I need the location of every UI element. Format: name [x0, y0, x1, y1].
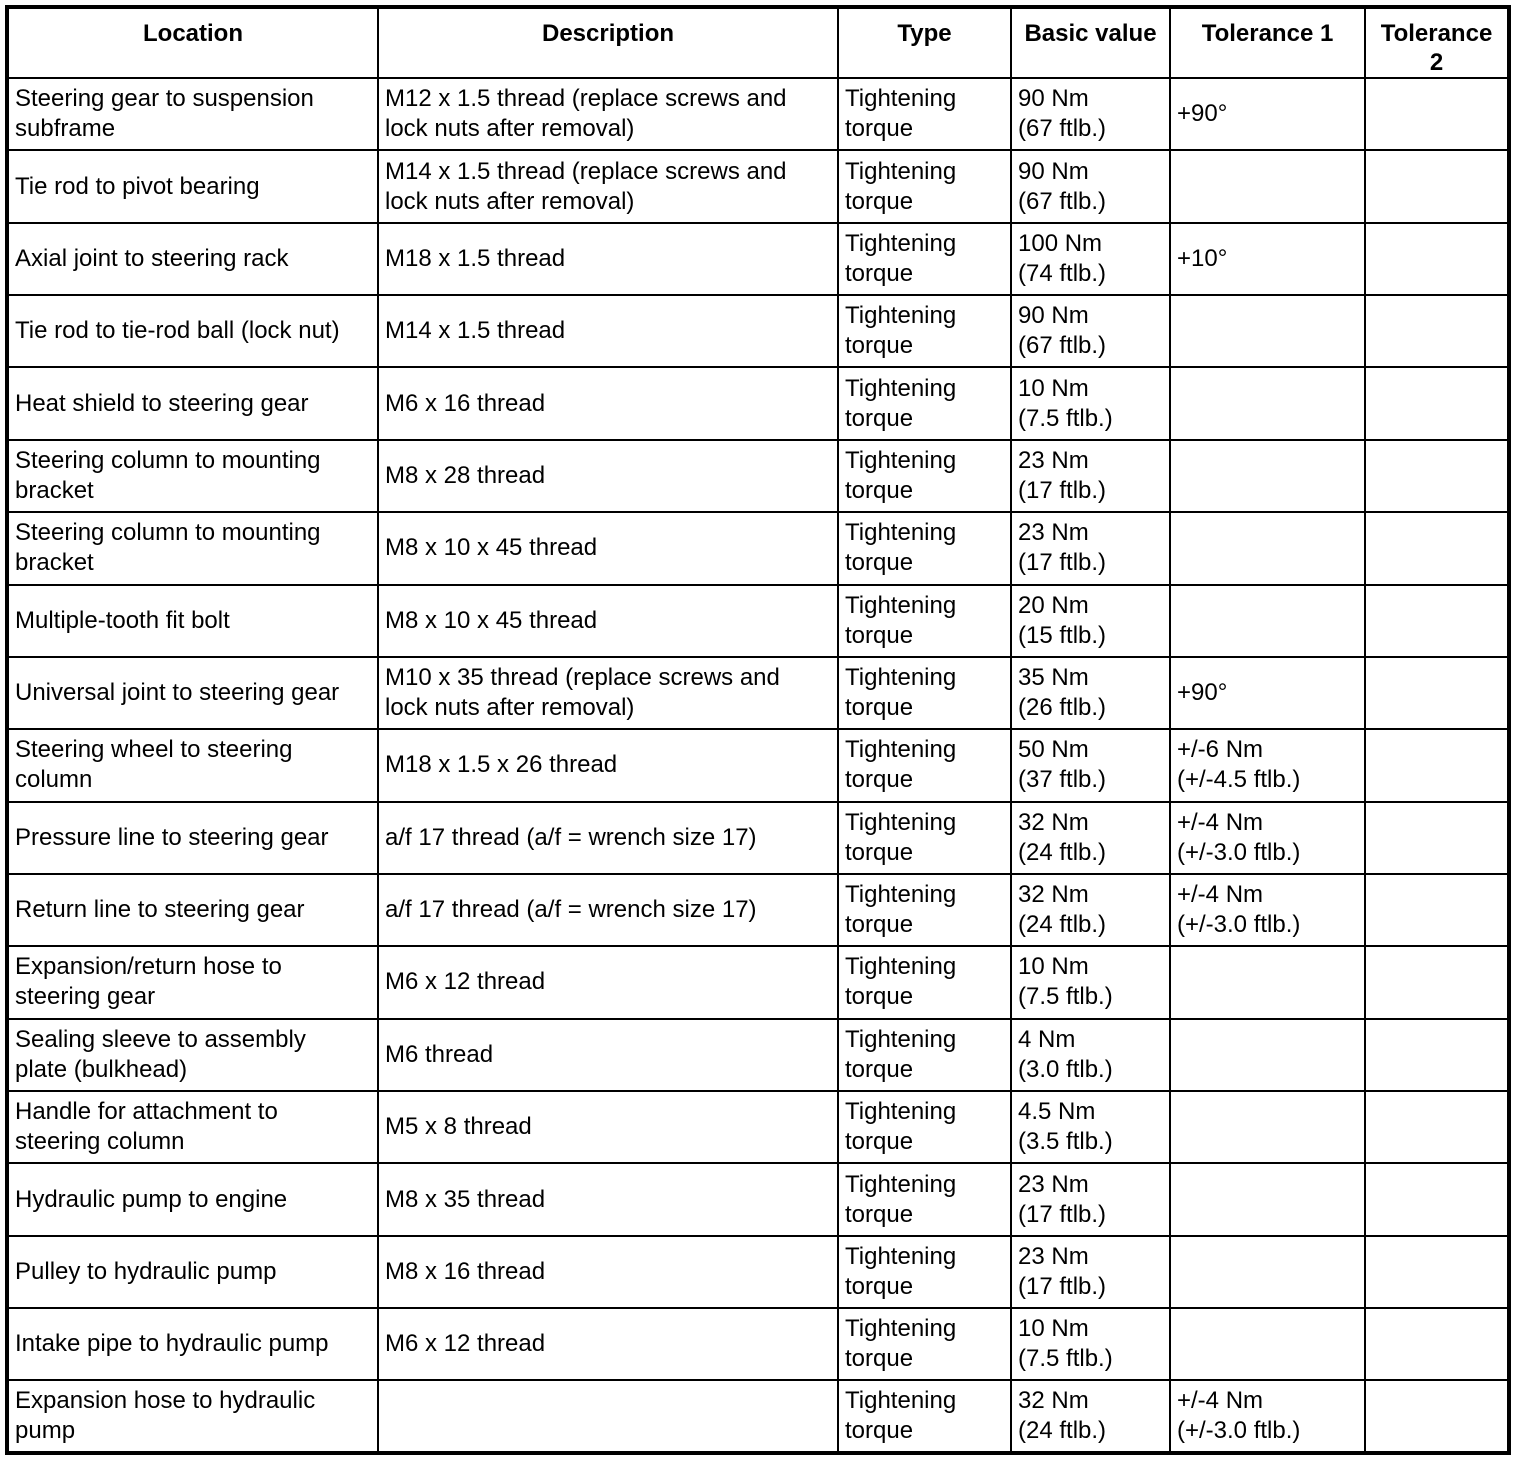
cell-location	[7, 295, 378, 367]
cell-type-line: Tightening	[845, 157, 957, 185]
cell-description-line: M8 x 35 thread	[385, 1185, 546, 1213]
cell-description-line: a/f 17 thread (a/f = wrench size 17)	[385, 896, 757, 924]
cell-location-line: Pressure line to steering gear	[15, 823, 329, 851]
cell-basic-value-line: (3.0 ftlb.)	[1018, 1055, 1113, 1083]
cell-basic-value	[1011, 223, 1170, 295]
cell-tolerance-1	[1170, 874, 1365, 946]
cell-tolerance-1	[1170, 1163, 1365, 1235]
cell-basic-value	[1011, 1380, 1170, 1453]
cell-type-line: torque	[845, 476, 914, 504]
cell-location	[7, 1019, 378, 1091]
cell-tolerance-1	[1170, 1019, 1365, 1091]
cell-type-line: Tightening	[845, 591, 957, 619]
cell-type-line: torque	[845, 259, 914, 287]
cell-location-line: Heat shield to steering gear	[15, 389, 309, 417]
cell-description-line: M14 x 1.5 thread	[385, 317, 566, 345]
cell-description	[378, 874, 838, 946]
cell-location	[7, 585, 378, 657]
cell-tolerance-2	[1365, 1380, 1509, 1453]
cell-basic-value-line: (67 ftlb.)	[1018, 332, 1107, 360]
cell-location-line: steering column	[15, 1128, 185, 1156]
cell-tolerance-1	[1170, 585, 1365, 657]
cell-description	[378, 150, 838, 222]
cell-location-line: Intake pipe to hydraulic pump	[15, 1330, 329, 1358]
cell-description-line: M8 x 10 x 45 thread	[385, 534, 598, 562]
cell-description-line: M12 x 1.5 thread (replace screws and	[385, 85, 787, 113]
cell-tolerance-1	[1170, 729, 1365, 801]
cell-tolerance-2	[1365, 1163, 1509, 1235]
cell-tolerance-1-line: +10°	[1177, 244, 1228, 272]
cell-type-line: torque	[845, 1345, 914, 1373]
cell-tolerance-2	[1365, 78, 1509, 150]
cell-basic-value-line: (67 ftlb.)	[1018, 187, 1107, 215]
cell-type-line: Tightening	[845, 1025, 957, 1053]
cell-type	[838, 874, 1011, 946]
cell-basic-value	[1011, 440, 1170, 512]
cell-tolerance-2	[1365, 223, 1509, 295]
cell-basic-value	[1011, 150, 1170, 222]
cell-description	[378, 295, 838, 367]
cell-location-line: Expansion hose to hydraulic	[15, 1387, 316, 1415]
cell-basic-value-line: 90 Nm	[1018, 302, 1089, 330]
cell-basic-value	[1011, 874, 1170, 946]
cell-basic-value-line: 32 Nm	[1018, 808, 1089, 836]
cell-type	[838, 657, 1011, 729]
cell-tolerance-1-line: +/-4 Nm	[1177, 808, 1264, 836]
table-row	[7, 512, 1509, 584]
cell-basic-value-line: 23 Nm	[1018, 446, 1089, 474]
cell-description-line: M6 x 16 thread	[385, 389, 546, 417]
cell-location-line: column	[15, 766, 93, 794]
cell-type	[838, 440, 1011, 512]
cell-basic-value-line: 32 Nm	[1018, 881, 1089, 909]
cell-type-line: torque	[845, 549, 914, 577]
cell-description	[378, 78, 838, 150]
cell-basic-value-line: 35 Nm	[1018, 664, 1089, 692]
cell-type-line: torque	[845, 621, 914, 649]
cell-type	[838, 295, 1011, 367]
cell-basic-value-line: (7.5 ftlb.)	[1018, 404, 1113, 432]
cell-tolerance-2	[1365, 1019, 1509, 1091]
header-type: Type	[838, 7, 1011, 78]
cell-type-line: torque	[845, 187, 914, 215]
table-row	[7, 585, 1509, 657]
cell-location	[7, 1380, 378, 1453]
cell-description	[378, 512, 838, 584]
cell-basic-value-line: (67 ftlb.)	[1018, 115, 1107, 143]
cell-tolerance-1	[1170, 657, 1365, 729]
table-row	[7, 223, 1509, 295]
cell-basic-value-line: (24 ftlb.)	[1018, 838, 1107, 866]
cell-location-line: Steering column to mounting	[15, 519, 321, 547]
cell-description	[378, 1019, 838, 1091]
cell-description	[378, 802, 838, 874]
cell-description-line: M18 x 1.5 thread	[385, 244, 566, 272]
cell-tolerance-2	[1365, 512, 1509, 584]
cell-tolerance-1	[1170, 1308, 1365, 1380]
cell-type	[838, 78, 1011, 150]
cell-tolerance-2	[1365, 1308, 1509, 1380]
cell-type-line: Tightening	[845, 1170, 957, 1198]
cell-basic-value-line: (17 ftlb.)	[1018, 549, 1107, 577]
cell-basic-value	[1011, 1308, 1170, 1380]
cell-type-line: torque	[845, 766, 914, 794]
cell-basic-value-line: (17 ftlb.)	[1018, 476, 1107, 504]
cell-description	[378, 946, 838, 1018]
cell-location-line: Handle for attachment to	[15, 1098, 278, 1126]
table-row	[7, 150, 1509, 222]
cell-location	[7, 440, 378, 512]
cell-location-line: Steering gear to suspension	[15, 85, 314, 113]
table-row	[7, 802, 1509, 874]
cell-basic-value-line: 90 Nm	[1018, 85, 1089, 113]
cell-type-line: Tightening	[845, 446, 957, 474]
cell-type-line: Tightening	[845, 1387, 957, 1415]
cell-type-line: Tightening	[845, 736, 957, 764]
cell-tolerance-1	[1170, 367, 1365, 439]
cell-description-line: M10 x 35 thread (replace screws and	[385, 664, 780, 692]
cell-location-line: bracket	[15, 476, 94, 504]
cell-tolerance-1-line: +/-4 Nm	[1177, 881, 1264, 909]
cell-description-line: M18 x 1.5 x 26 thread	[385, 751, 618, 779]
cell-location	[7, 802, 378, 874]
cell-tolerance-1	[1170, 1380, 1365, 1453]
cell-type-line: Tightening	[845, 881, 957, 909]
cell-description	[378, 1380, 838, 1453]
cell-basic-value-line: 20 Nm	[1018, 591, 1089, 619]
cell-location-line: subframe	[15, 115, 116, 143]
cell-location-line: Sealing sleeve to assembly	[15, 1025, 306, 1053]
cell-type-line: Tightening	[845, 374, 957, 402]
cell-tolerance-2	[1365, 295, 1509, 367]
table-row	[7, 367, 1509, 439]
cell-basic-value-line: (7.5 ftlb.)	[1018, 983, 1113, 1011]
cell-location-line: Return line to steering gear	[15, 896, 305, 924]
cell-location-line: Tie rod to pivot bearing	[15, 172, 260, 200]
cell-basic-value-line: (24 ftlb.)	[1018, 911, 1107, 939]
table-row	[7, 729, 1509, 801]
cell-location	[7, 512, 378, 584]
cell-tolerance-2	[1365, 802, 1509, 874]
cell-description-line: M8 x 16 thread	[385, 1257, 546, 1285]
cell-description-line: lock nuts after removal)	[385, 115, 635, 143]
cell-type-line: Tightening	[845, 302, 957, 330]
cell-location-line: Steering column to mounting	[15, 446, 321, 474]
cell-basic-value	[1011, 78, 1170, 150]
cell-tolerance-1	[1170, 512, 1365, 584]
cell-basic-value-line: (37 ftlb.)	[1018, 766, 1107, 794]
cell-location-line: Multiple-tooth fit bolt	[15, 606, 230, 634]
cell-tolerance-1	[1170, 295, 1365, 367]
cell-tolerance-1-line: +/-4 Nm	[1177, 1387, 1264, 1415]
cell-location	[7, 1308, 378, 1380]
cell-tolerance-2	[1365, 150, 1509, 222]
cell-basic-value-line: 4 Nm	[1018, 1025, 1076, 1053]
cell-location-line: steering gear	[15, 983, 156, 1011]
cell-location-line: Pulley to hydraulic pump	[15, 1257, 277, 1285]
cell-basic-value	[1011, 1236, 1170, 1308]
cell-type	[838, 1019, 1011, 1091]
cell-type	[838, 1308, 1011, 1380]
cell-type-line: torque	[845, 115, 914, 143]
header-description: Description	[378, 7, 838, 78]
cell-description	[378, 1236, 838, 1308]
table-row	[7, 874, 1509, 946]
cell-basic-value	[1011, 729, 1170, 801]
cell-type-line: Tightening	[845, 953, 957, 981]
cell-type	[838, 367, 1011, 439]
table-row	[7, 1163, 1509, 1235]
table-row	[7, 440, 1509, 512]
cell-location	[7, 874, 378, 946]
cell-type-line: Tightening	[845, 664, 957, 692]
cell-tolerance-1-line: +/-6 Nm	[1177, 736, 1264, 764]
cell-description-line: M14 x 1.5 thread (replace screws and	[385, 157, 787, 185]
cell-description	[378, 657, 838, 729]
cell-type-line: torque	[845, 1417, 914, 1445]
cell-description-line: M5 x 8 thread	[385, 1113, 532, 1141]
cell-type-line: torque	[845, 1272, 914, 1300]
cell-basic-value-line: (24 ftlb.)	[1018, 1417, 1107, 1445]
cell-type-line: Tightening	[845, 1242, 957, 1270]
cell-location	[7, 78, 378, 150]
cell-type-line: Tightening	[845, 519, 957, 547]
cell-description	[378, 729, 838, 801]
cell-type-line: torque	[845, 983, 914, 1011]
cell-type	[838, 585, 1011, 657]
cell-type-line: Tightening	[845, 229, 957, 257]
cell-tolerance-1	[1170, 440, 1365, 512]
cell-basic-value	[1011, 657, 1170, 729]
cell-tolerance-1-line: (+/-3.0 ftlb.)	[1177, 838, 1301, 866]
cell-type-line: Tightening	[845, 1315, 957, 1343]
cell-tolerance-1	[1170, 1091, 1365, 1163]
cell-location	[7, 1163, 378, 1235]
cell-location	[7, 946, 378, 1018]
cell-basic-value-line: (17 ftlb.)	[1018, 1200, 1107, 1228]
cell-location-line: Tie rod to tie-rod ball (lock nut)	[15, 317, 340, 345]
cell-type-line: torque	[845, 1200, 914, 1228]
cell-tolerance-1-line: +90°	[1177, 679, 1228, 707]
cell-description-line: M6 x 12 thread	[385, 1330, 546, 1358]
cell-basic-value	[1011, 1091, 1170, 1163]
cell-location-line: Steering wheel to steering	[15, 736, 293, 764]
table-body	[7, 78, 1509, 1453]
cell-basic-value	[1011, 585, 1170, 657]
header-tolerance-1: Tolerance 1	[1170, 7, 1365, 78]
cell-basic-value-line: 23 Nm	[1018, 1242, 1089, 1270]
cell-tolerance-2	[1365, 729, 1509, 801]
cell-tolerance-1	[1170, 802, 1365, 874]
cell-description	[378, 1163, 838, 1235]
header-row	[7, 7, 1509, 78]
cell-tolerance-1-line: +90°	[1177, 100, 1228, 128]
table-row	[7, 657, 1509, 729]
cell-type-line: torque	[845, 1055, 914, 1083]
cell-description-line: M6 x 12 thread	[385, 968, 546, 996]
cell-basic-value-line: 4.5 Nm	[1018, 1098, 1096, 1126]
cell-type	[838, 1091, 1011, 1163]
cell-basic-value-line: (3.5 ftlb.)	[1018, 1128, 1113, 1156]
cell-location	[7, 1236, 378, 1308]
cell-type-line: torque	[845, 404, 914, 432]
cell-type	[838, 150, 1011, 222]
cell-basic-value	[1011, 512, 1170, 584]
cell-location-line: pump	[15, 1417, 76, 1445]
cell-basic-value-line: 32 Nm	[1018, 1387, 1089, 1415]
cell-description-line: M8 x 10 x 45 thread	[385, 606, 598, 634]
table-row	[7, 1308, 1509, 1380]
cell-description	[378, 585, 838, 657]
cell-location	[7, 367, 378, 439]
table-row	[7, 295, 1509, 367]
cell-type-line: torque	[845, 1128, 914, 1156]
cell-tolerance-2	[1365, 1091, 1509, 1163]
table-row	[7, 1236, 1509, 1308]
cell-tolerance-2	[1365, 585, 1509, 657]
cell-tolerance-1	[1170, 78, 1365, 150]
header-tolerance-2-line: 2	[1429, 49, 1444, 76]
cell-basic-value-line: (7.5 ftlb.)	[1018, 1345, 1113, 1373]
cell-type	[838, 1380, 1011, 1453]
cell-basic-value-line: (74 ftlb.)	[1018, 259, 1107, 287]
cell-type	[838, 1163, 1011, 1235]
cell-basic-value-line: 23 Nm	[1018, 519, 1089, 547]
header-tolerance-2-label	[1372, 19, 1501, 77]
cell-type-line: torque	[845, 838, 914, 866]
cell-description	[378, 1091, 838, 1163]
cell-basic-value	[1011, 1019, 1170, 1091]
cell-location-line: Hydraulic pump to engine	[15, 1185, 288, 1213]
cell-tolerance-1	[1170, 150, 1365, 222]
table-row	[7, 1091, 1509, 1163]
cell-basic-value	[1011, 1163, 1170, 1235]
cell-location-line: plate (bulkhead)	[15, 1055, 188, 1083]
cell-basic-value-line: 23 Nm	[1018, 1170, 1089, 1198]
cell-description-line: lock nuts after removal)	[385, 187, 635, 215]
cell-tolerance-2	[1365, 440, 1509, 512]
cell-type-line: torque	[845, 332, 914, 360]
cell-description	[378, 223, 838, 295]
cell-location-line: Universal joint to steering gear	[15, 679, 340, 707]
header-tolerance-2	[1365, 7, 1509, 78]
cell-location-line: bracket	[15, 549, 94, 577]
cell-type	[838, 223, 1011, 295]
cell-basic-value-line: 10 Nm	[1018, 374, 1089, 402]
cell-type	[838, 512, 1011, 584]
cell-tolerance-2	[1365, 367, 1509, 439]
cell-tolerance-1	[1170, 1236, 1365, 1308]
cell-basic-value	[1011, 295, 1170, 367]
cell-basic-value-line: 10 Nm	[1018, 1315, 1089, 1343]
cell-tolerance-2	[1365, 874, 1509, 946]
cell-type-line: Tightening	[845, 85, 957, 113]
cell-basic-value-line: (26 ftlb.)	[1018, 694, 1107, 722]
cell-tolerance-2	[1365, 657, 1509, 729]
cell-basic-value-line: 90 Nm	[1018, 157, 1089, 185]
cell-location	[7, 729, 378, 801]
cell-basic-value	[1011, 946, 1170, 1018]
cell-tolerance-2	[1365, 1236, 1509, 1308]
torque-specification-table	[5, 5, 1511, 1455]
cell-description-line: M6 thread	[385, 1040, 494, 1068]
cell-description-line: M8 x 28 thread	[385, 461, 546, 489]
cell-basic-value-line: (15 ftlb.)	[1018, 621, 1107, 649]
header-location: Location	[7, 7, 378, 78]
cell-tolerance-1-line: (+/-3.0 ftlb.)	[1177, 911, 1301, 939]
cell-description	[378, 367, 838, 439]
cell-type-line: Tightening	[845, 808, 957, 836]
cell-basic-value	[1011, 367, 1170, 439]
cell-tolerance-1	[1170, 223, 1365, 295]
cell-location	[7, 1091, 378, 1163]
cell-description-line: lock nuts after removal)	[385, 694, 635, 722]
cell-type	[838, 1236, 1011, 1308]
cell-description	[378, 1308, 838, 1380]
cell-basic-value-line: 50 Nm	[1018, 736, 1089, 764]
header-basic-value: Basic value	[1011, 7, 1170, 78]
cell-location	[7, 223, 378, 295]
table-header	[7, 7, 1509, 78]
table-row	[7, 1019, 1509, 1091]
cell-type	[838, 802, 1011, 874]
cell-basic-value-line: 100 Nm	[1018, 229, 1103, 257]
cell-tolerance-1	[1170, 946, 1365, 1018]
cell-description-line: a/f 17 thread (a/f = wrench size 17)	[385, 823, 757, 851]
cell-type	[838, 946, 1011, 1018]
table-row	[7, 946, 1509, 1018]
cell-basic-value-line: (17 ftlb.)	[1018, 1272, 1107, 1300]
cell-type-line: torque	[845, 911, 914, 939]
cell-description	[378, 440, 838, 512]
cell-location	[7, 150, 378, 222]
cell-tolerance-2	[1365, 946, 1509, 1018]
cell-location-line: Axial joint to steering rack	[15, 244, 289, 272]
header-tolerance-2-line: Tolerance	[1380, 20, 1493, 47]
cell-tolerance-1-line: (+/-3.0 ftlb.)	[1177, 1417, 1301, 1445]
cell-basic-value-line: 10 Nm	[1018, 953, 1089, 981]
table-row	[7, 78, 1509, 150]
table-row	[7, 1380, 1509, 1453]
cell-basic-value	[1011, 802, 1170, 874]
cell-type-line: torque	[845, 694, 914, 722]
cell-location	[7, 657, 378, 729]
cell-type	[838, 729, 1011, 801]
cell-location-line: Expansion/return hose to	[15, 953, 282, 981]
cell-type-line: Tightening	[845, 1098, 957, 1126]
cell-tolerance-1-line: (+/-4.5 ftlb.)	[1177, 766, 1301, 794]
